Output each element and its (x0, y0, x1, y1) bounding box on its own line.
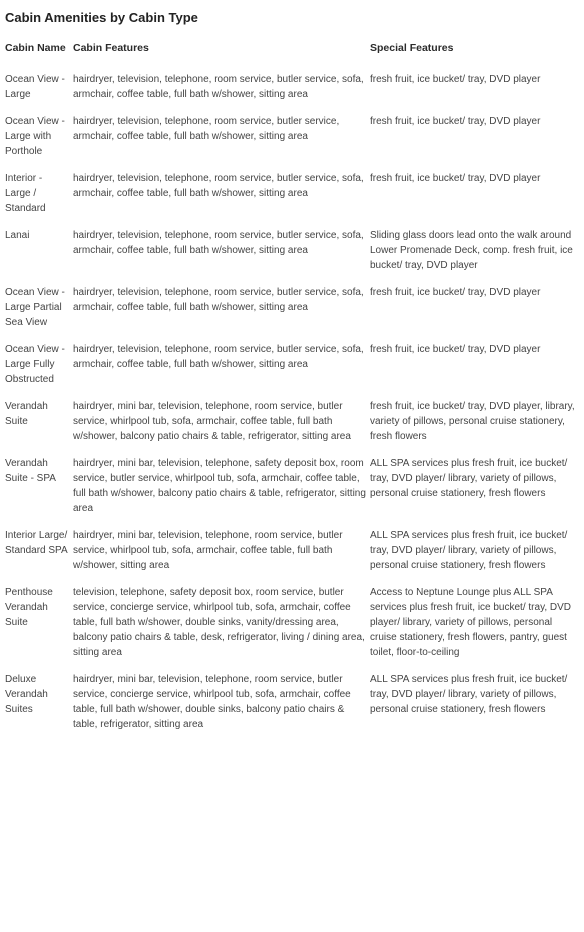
cabin-features-cell: hairdryer, television, telephone, room service, butler service, sofa, armchair, coffee table, full bath w/shower, sitting area (73, 74, 364, 100)
header-row (5, 41, 580, 72)
special-features-cell: fresh fruit, ice bucket/ tray, DVD player (370, 173, 541, 184)
header-cabin-name: Cabin Name (5, 42, 66, 54)
special-features-cell: fresh fruit, ice bucket/ tray, DVD player, library, variety of pillows, personal cruise stationery, fresh flowers (370, 401, 575, 442)
special-features-cell: ALL SPA services plus fresh fruit, ice bucket/ tray, DVD player/ library, variety of pillows, personal cruise stationery, fresh flowers (370, 674, 568, 715)
table-row (5, 585, 580, 672)
table-row (5, 399, 580, 456)
special-features-cell: fresh fruit, ice bucket/ tray, DVD player (370, 344, 541, 355)
table-row (5, 456, 580, 528)
special-features-cell: Access to Neptune Lounge plus ALL SPA services plus fresh fruit, ice bucket/ tray, DVD player/ library, variety of pillows, personal cruise stationery, fresh flowers, pantry, guest toilet, floor-to-ceiling (370, 587, 571, 658)
table-row (5, 285, 580, 342)
special-features-cell: ALL SPA services plus fresh fruit, ice bucket/ tray, DVD player/ library, variety of pillows, personal cruise stationery, fresh flowers (370, 458, 568, 499)
cabin-name-cell: Ocean View - Large Partial Sea View (5, 287, 65, 328)
special-features-cell: ALL SPA services plus fresh fruit, ice bucket/ tray, DVD player/ library, variety of pillows, personal cruise stationery, fresh flowers (370, 530, 568, 571)
special-features-cell: fresh fruit, ice bucket/ tray, DVD player (370, 287, 541, 298)
cabin-name-cell: Deluxe Verandah Suites (5, 674, 48, 715)
cabin-features-cell: television, telephone, safety deposit box, room service, butler service, concierge service, whirlpool tub, sofa, armchair, coffee table, full bath w/shower, double sinks, vanity/dressing area, balcony patio chairs & table, desk, refrigerator, living / dining area, sitting area (73, 587, 365, 658)
cabin-features-cell: hairdryer, mini bar, television, telephone, safety deposit box, room service, butler service, whirlpool tub, sofa, armchair, coffee table, full bath w/shower, balcony patio chairs & table, refrigerator, sitting area (73, 458, 366, 514)
table-row (5, 528, 580, 585)
header-special-features: Special Features (370, 42, 454, 54)
special-features-cell: fresh fruit, ice bucket/ tray, DVD player (370, 74, 541, 85)
cabin-name-cell: Ocean View - Large (5, 74, 65, 100)
amenities-table (5, 41, 580, 744)
cabin-features-cell: hairdryer, mini bar, television, telephone, room service, butler service, whirlpool tub, sofa, armchair, coffee table, full bath w/shower, balcony patio chairs & table, refrigerator, sitting area (73, 401, 351, 442)
table-row (5, 114, 580, 171)
cabin-name-cell: Verandah Suite - SPA (5, 458, 56, 484)
header-cabin-features: Cabin Features (73, 42, 149, 54)
special-features-cell: fresh fruit, ice bucket/ tray, DVD player (370, 116, 541, 127)
cabin-name-cell: Verandah Suite (5, 401, 48, 427)
cabin-name-cell: Interior Large/ Standard SPA (5, 530, 68, 556)
table-row (5, 171, 580, 228)
special-features-cell: Sliding glass doors lead onto the walk around Lower Promenade Deck, comp. fresh fruit, ice bucket/ tray, DVD player (370, 230, 573, 271)
table-row (5, 342, 580, 399)
cabin-features-cell: hairdryer, television, telephone, room service, butler service, sofa, armchair, coffee table, full bath w/shower, sitting area (73, 230, 364, 256)
cabin-features-cell: hairdryer, television, telephone, room service, butler service, sofa, armchair, coffee table, full bath w/shower, sitting area (73, 344, 364, 370)
cabin-name-cell: Penthouse Verandah Suite (5, 587, 53, 628)
cabin-features-cell: hairdryer, mini bar, television, telephone, room service, butler service, whirlpool tub, sofa, armchair, coffee table, full bath w/shower, sitting area (73, 530, 343, 571)
table-row (5, 72, 580, 114)
cabin-features-cell: hairdryer, television, telephone, room service, butler service, sofa, armchair, coffee table, full bath w/shower, sitting area (73, 287, 364, 313)
cabin-features-cell: hairdryer, television, telephone, room service, butler service, sofa, armchair, coffee table, full bath w/shower, sitting area (73, 173, 364, 199)
table-row (5, 672, 580, 744)
cabin-name-cell: Ocean View - Large Fully Obstructed (5, 344, 65, 385)
cabin-features-cell: hairdryer, mini bar, television, telephone, room service, butler service, concierge service, whirlpool tub, sofa, armchair, coffee table, full bath w/shower, double sinks, balcony patio chairs & table, refrigerator, sitting area (73, 674, 351, 730)
table-row (5, 228, 580, 285)
page-title: Cabin Amenities by Cabin Type (5, 10, 198, 25)
cabin-name-cell: Interior - Large / Standard (5, 173, 46, 214)
cabin-name-cell: Lanai (5, 230, 30, 241)
cabin-name-cell: Ocean View - Large with Porthole (5, 116, 65, 157)
cabin-features-cell: hairdryer, television, telephone, room service, butler service, armchair, coffee table, full bath w/shower, sitting area (73, 116, 340, 142)
